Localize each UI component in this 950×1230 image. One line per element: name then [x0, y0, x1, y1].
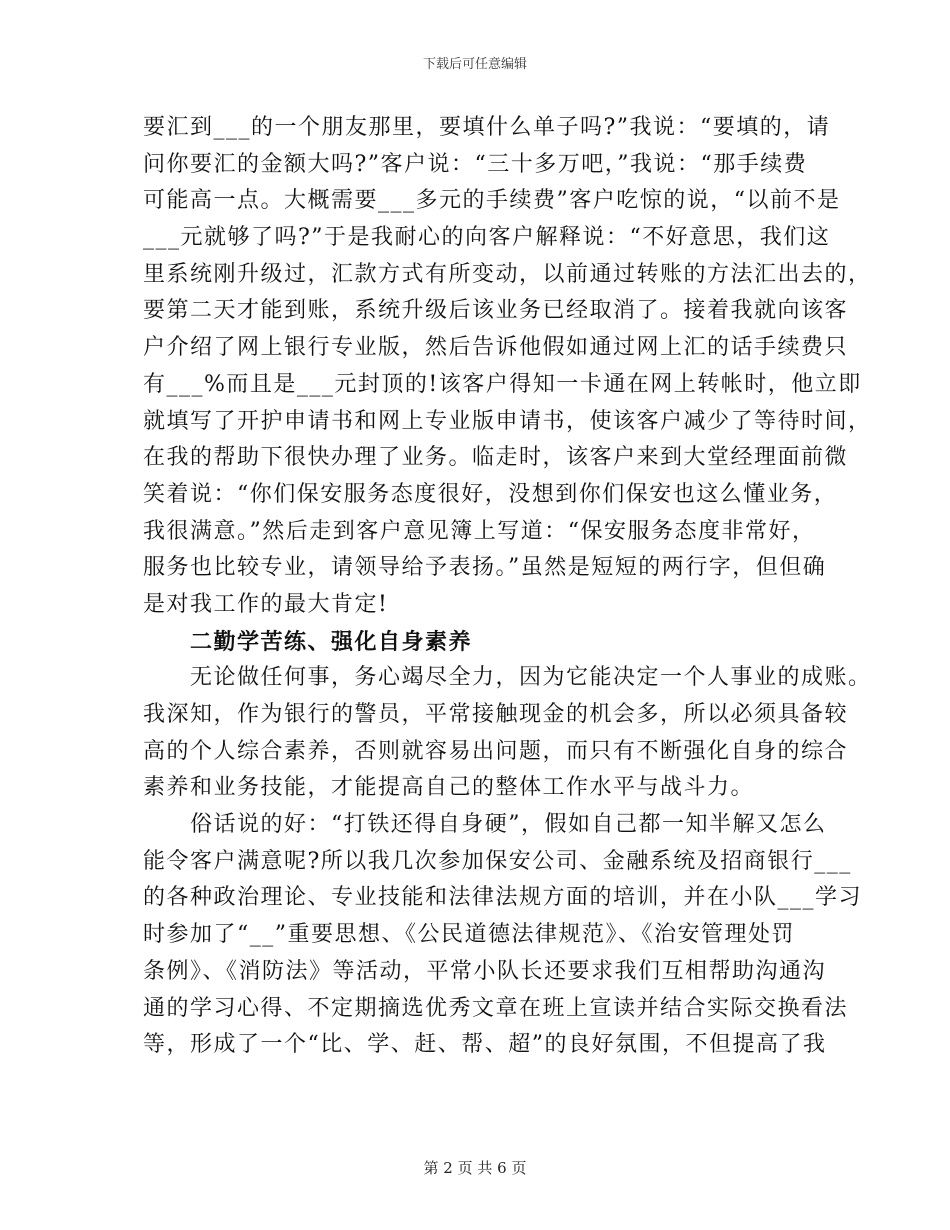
text-line: 我深知，作为银行的警员，平常接触现金的机会多，所以必须具备较 — [143, 702, 849, 727]
text-line: 在我的帮助下很快办理了业务。临走时，该客户来到大堂经理面前微 — [143, 445, 849, 471]
text-line: 可能高一点。大概需要___多元的手续费”客户吃惊的说，“以前不是 — [143, 188, 841, 214]
text-line: ___元就够了吗?”于是我耐心的向客户解释说：“不好意思，我们这 — [143, 225, 831, 251]
text-line: 户介绍了网上银行专业版，然后告诉他假如通过网上汇的话手续费只 — [143, 335, 849, 361]
text-line: 高的个人综合素养，否则就容易出问题，而只有不断强化自身的综合 — [143, 738, 849, 764]
page-footer: 第 2 页 共 6 页 — [423, 1159, 527, 1177]
text-line: 里系统刚升级过，汇款方式有所变动，以前通过转账的方法汇出去的， — [143, 261, 872, 287]
document-body — [143, 110, 872, 1064]
text-line: 时参加了“__”重要思想、《公民道德法律规范》、《治安管理处罚 — [143, 922, 795, 948]
text-line: 要汇到___的一个朋友那里，要填什么单子吗?”我说：“要填的，请 — [143, 115, 831, 140]
text-line: 笑着说：“你们保安服务态度很好，没想到你们保安也这么懂业务， — [143, 481, 838, 507]
text-line: 是对我工作的最大肯定! — [143, 591, 389, 617]
text-line: 无论做任何事，务心竭尽全力，因为它能决定一个人事业的成账。 — [143, 665, 872, 691]
text-line: 条例》、《消防法》等活动，平常小队长还要求我们互相帮助沟通沟 — [143, 958, 827, 984]
text-line: 等，形成了一个“比、学、赶、帮、超”的良好氛围，不但提高了我 — [143, 1032, 827, 1058]
text-line: 服务也比较专业，请领导给予表扬。”虽然是短短的两行字，但但确 — [143, 555, 827, 581]
text-line: 素养和业务技能，才能提高自己的整体工作水平与战斗力。 — [143, 775, 755, 801]
text-line: 要第二天才能到账，系统升级后该业务已经取消了。接着我就向该客 — [143, 298, 849, 324]
text-line: 俗话说的好：“打铁还得自身硬”，假如自己都一知半解又怎么 — [143, 812, 827, 838]
section-heading: 二勤学苦练、强化自身素养 — [143, 628, 473, 655]
text-line: 通的学习心得、不定期摘选优秀文章在班上宣读并结合实际交换看法 — [143, 995, 849, 1021]
text-line: 的各种政治理论、专业技能和法律法规方面的培训，并在小队___学习 — [143, 885, 863, 911]
text-line: 问你要汇的金额大吗?”客户说：“三十多万吧，”我说：“那手续费 — [143, 151, 808, 177]
text-line: 能令客户满意呢?所以我几次参加保安公司、金融系统及招商银行___ — [143, 848, 852, 874]
page-header: 下载后可任意编辑 — [422, 57, 527, 72]
text-line: 就填写了开护申请书和网上专业版申请书，使该客户减少了等待时间， — [143, 408, 872, 434]
text-line: 我很满意。”然后走到客户意见簿上写道：“保安服务态度非常好， — [143, 518, 816, 544]
text-line: 有___%而且是___元封顶的!该客户得知一卡通在网上转帐时，他立即 — [143, 371, 862, 397]
